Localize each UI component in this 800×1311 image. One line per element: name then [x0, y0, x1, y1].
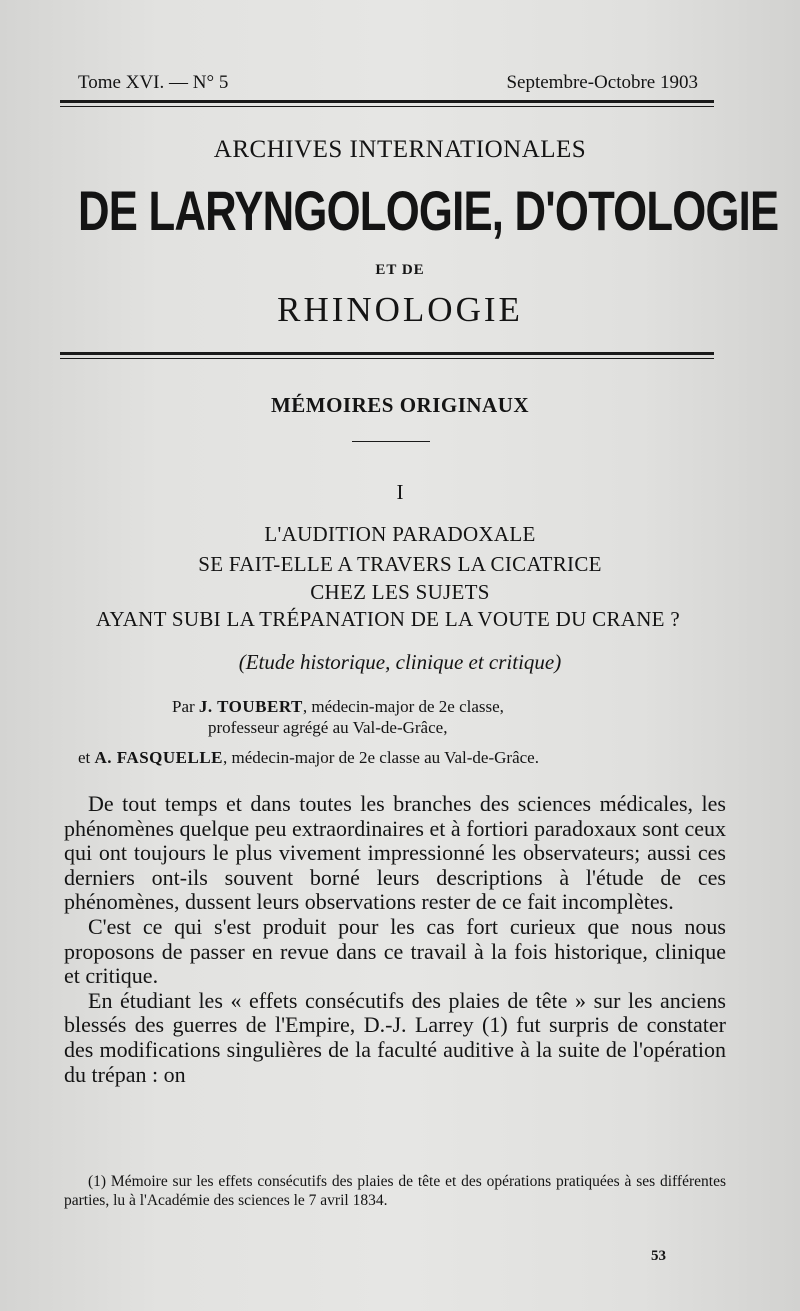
author-role: , médecin-major de 2e classe au Val-de-Grâce.: [223, 748, 539, 767]
footnote-text: (1) Mémoire sur les effets consécutifs des plaies de tête et des opérations pratiquées à ses différentes parties, lu à l'Académie des sciences le 7 avril 1834.: [64, 1173, 726, 1209]
author-line-3: [78, 748, 539, 768]
article-number: I: [396, 480, 404, 504]
article-title-line: AYANT SUBI LA TRÉPANATION DE LA VOUTE DU CRANE ?: [96, 607, 680, 631]
section-heading: MÉMOIRES ORIGINAUX: [270, 393, 530, 417]
article-title-line: SE FAIT-ELLE A TRAVERS LA CICATRICE: [198, 552, 602, 576]
author-name: J. TOUBERT: [198, 697, 303, 716]
footnote: [64, 1172, 726, 1210]
article-body: [64, 792, 726, 1087]
journal-title-line4: RHINOLOGIE: [277, 290, 523, 329]
author-line-2: professeur agrégé au Val-de-Grâce,: [208, 718, 448, 737]
volume-number: Tome XVI. — N° 5: [78, 72, 229, 93]
body-paragraph: De tout temps et dans toutes les branches des sciences médicales, les phénomènes quelque peu extraordinaires et à fortiori paradoxaux sont ceux qui ont toujours le plus vivement impressionné les observateurs; aussi ces derniers ont-ils souvent borné leurs descriptions à l'étude de ces phénomènes, dussent leurs observations rester de ce fait incomplètes.: [64, 791, 726, 915]
masthead-rule-thick: [60, 352, 714, 355]
journal-title-line1: ARCHIVES INTERNATIONALES: [213, 136, 587, 163]
article-title-line: CHEZ LES SUJETS: [310, 580, 490, 604]
body-paragraph: En étudiant les « effets consécutifs des plaies de tête » sur les anciens blessés des guerres de l'Empire, D.-J. Larrey (1) fut surpris de constater des modifications singulières de la faculté auditive à la suite de l'opération du trépan : on: [64, 987, 726, 1087]
article-subtitle: (Etude historique, clinique et critique): [238, 650, 562, 674]
header-rule-thick: [60, 100, 714, 103]
page-number: 53: [651, 1248, 666, 1264]
masthead-rule-thin: [60, 358, 714, 359]
issue-date: Septembre-Octobre 1903: [506, 72, 698, 93]
header-rule-thin: [60, 106, 714, 107]
author-line-1: [172, 697, 504, 717]
author-role: , médecin-major de 2e classe,: [302, 697, 504, 716]
body-paragraph: C'est ce qui s'est produit pour les cas fort curieux que nous nous proposons de passer en revue dans ce travail à la fois historique, clinique et critique.: [64, 913, 726, 989]
journal-title-line3: ET DE: [375, 262, 425, 278]
author-prefix: et: [78, 748, 91, 767]
journal-title-line2: DE LARYNGOLOGIE, D'OTOLOGIE: [78, 179, 779, 242]
author-name: A. FASQUELLE: [94, 748, 224, 767]
section-divider: [352, 441, 430, 442]
author-prefix: Par: [172, 697, 195, 716]
article-title-line: L'AUDITION PARADOXALE: [264, 522, 536, 546]
